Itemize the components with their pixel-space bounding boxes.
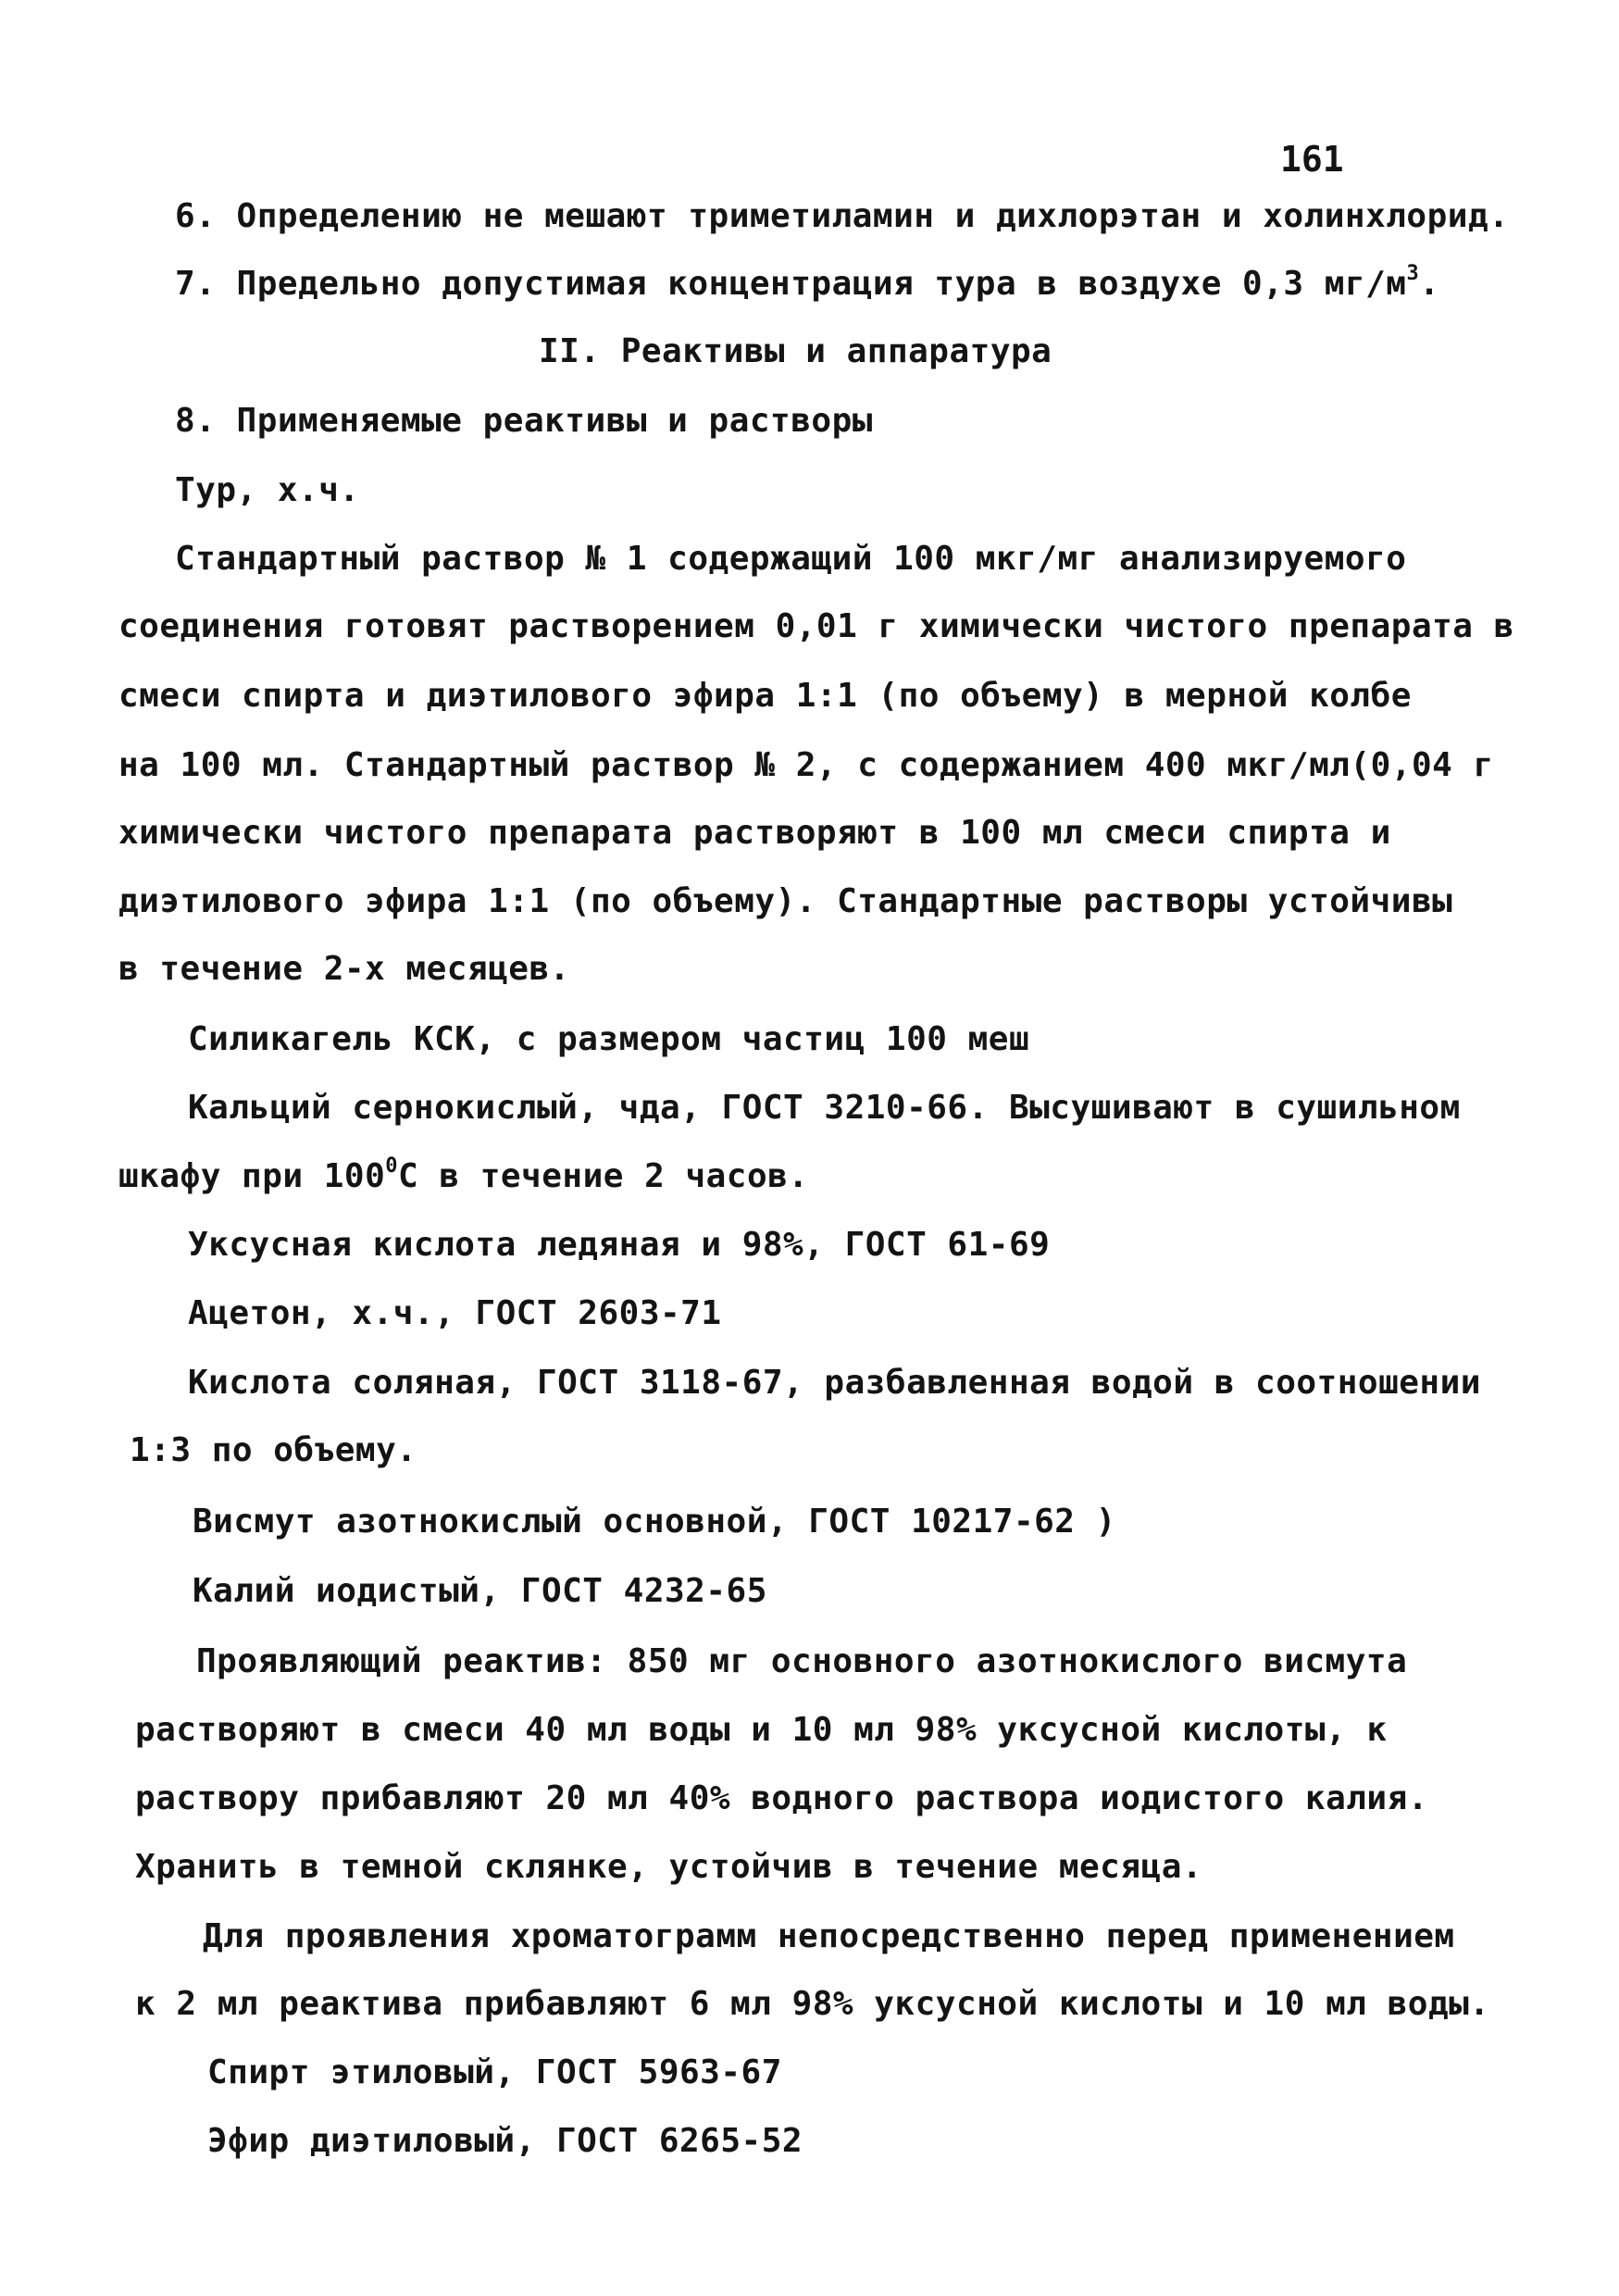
paragraph-line: химически чистого препарата растворяют в 100 мл смеси спирта и — [118, 814, 1391, 852]
reagent-calcium-sulfate-line-2 — [118, 1156, 809, 1197]
reagent-calcium-sulfate-line-1: Кальций сернокислый, чда, ГОСТ 3210-66. Высушивают в сушильном — [188, 1089, 1461, 1127]
paragraph-line: раствору прибавляют 20 мл 40% водного раствора иодистого калия. — [135, 1779, 1428, 1817]
reagent-acetic-acid: Уксусная кислота ледяная и 98%, ГОСТ 61-69 — [188, 1226, 1051, 1264]
paragraph-line: Хранить в темной склянке, устойчив в течение месяца. — [135, 1848, 1203, 1886]
item-7 — [175, 264, 1439, 305]
item-6: 6. Определению не мешают триметиламин и дихлорэтан и холинхлорид. — [175, 197, 1510, 235]
paragraph-line: растворяют в смеси 40 мл воды и 10 мл 98% уксусной кислоты, к — [135, 1711, 1388, 1749]
paragraph-line: Для проявления хроматограмм непосредственно перед применением — [203, 1917, 1455, 1955]
degree-superscript: 0 — [385, 1154, 399, 1178]
item-8: 8. Применяемые реактивы и растворы — [175, 402, 873, 440]
paragraph-line: Проявляющий реактив: 850 мг основного азотнокислого висмута — [196, 1642, 1408, 1680]
paragraph-line: 1:3 по объему. — [130, 1431, 417, 1469]
calcium-sulfate-text-after: С в течение 2 часов. — [398, 1157, 809, 1195]
reagent-acetone: Ацетон, х.ч., ГОСТ 2603-71 — [188, 1294, 722, 1332]
section-heading: II. Реактивы и аппаратура — [539, 332, 1052, 370]
page-number: 161 — [1280, 139, 1344, 180]
item-7-end: . — [1419, 265, 1440, 303]
paragraph-line: к 2 мл реактива прибавляют 6 мл 98% уксусной кислоты и 10 мл воды. — [135, 1985, 1490, 2023]
item-7-exponent: 3 — [1406, 262, 1420, 285]
reagent-diethyl-ether: Эфир диэтиловый, ГОСТ 6265-52 — [207, 2122, 803, 2160]
paragraph-line: в течение 2-х месяцев. — [118, 950, 570, 988]
paragraph-line: на 100 мл. Стандартный раствор № 2, с содержанием 400 мкг/мл(0,04 г — [118, 746, 1494, 784]
paragraph-line: Стандартный раствор № 1 содержащий 100 мкг/мг анализируемого — [175, 540, 1407, 578]
item-7-text: 7. Предельно допустимая концентрация тура в воздухе 0,3 мг/м — [175, 265, 1407, 303]
calcium-sulfate-text-before: шкафу при 100 — [118, 1157, 386, 1195]
reagent-ethyl-alcohol: Спирт этиловый, ГОСТ 5963-67 — [207, 2053, 782, 2091]
paragraph-line: Кислота соляная, ГОСТ 3118-67, разбавленная водой в соотношении — [188, 1364, 1481, 1402]
reagent-potassium-iodide: Калий иодистый, ГОСТ 4232-65 — [193, 1572, 767, 1610]
reagent-bismuth: Висмут азотнокислый основной, ГОСТ 10217-62 ) — [193, 1503, 1116, 1541]
paragraph-line: смеси спирта и диэтилового эфира 1:1 (по объему) в мерной колбе — [118, 677, 1412, 715]
reagent-tur: Тур, х.ч. — [175, 471, 360, 509]
reagent-silica-gel: Силикагель КСК, с размером частиц 100 меш — [188, 1020, 1030, 1058]
paragraph-line: соединения готовят растворением 0,01 г химически чистого препарата в — [118, 607, 1514, 645]
paragraph-line: диэтилового эфира 1:1 (по объему). Стандартные растворы устойчивы — [118, 882, 1453, 920]
